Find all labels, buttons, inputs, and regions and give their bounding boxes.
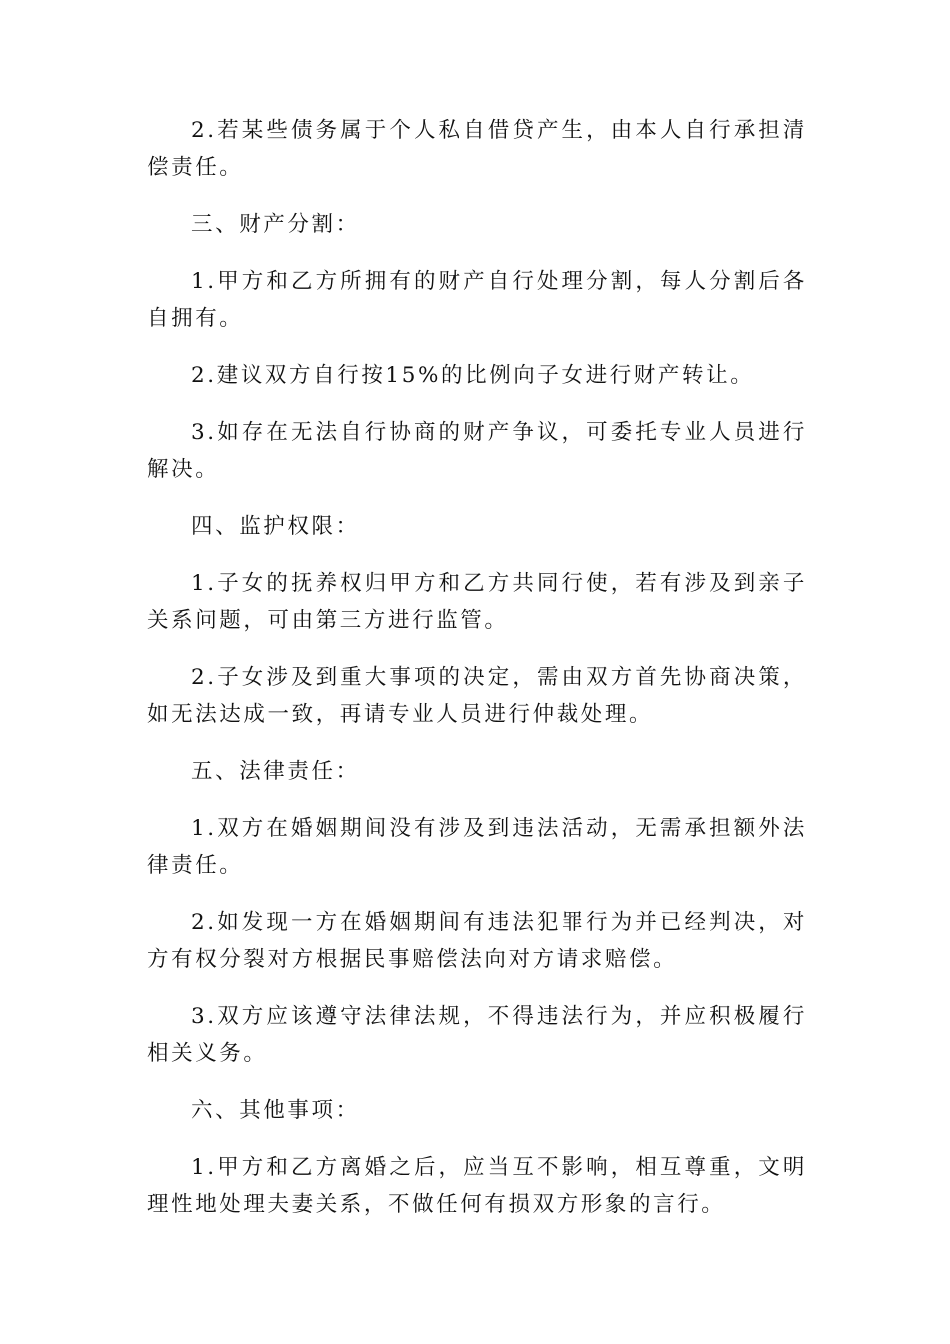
section-heading-legal-liability: 五、法律责任： — [191, 759, 360, 784]
paragraph-liability-item-2: 2.如发现一方在婚姻期间有违法犯罪行为并已经判决，对方有权分裂对方根据民事赔偿法向对方请求赔偿。 — [147, 910, 807, 972]
paragraph-property-item-1: 1.甲方和乙方所拥有的财产自行处理分割，每人分割后各自拥有。 — [147, 269, 807, 331]
paragraph-guardianship-item-2: 2.子女涉及到重大事项的决定，需由双方首先协商决策，如无法达成一致，再请专业人员进行仲裁处理。 — [147, 665, 807, 727]
paragraph-other-item-1: 1.甲方和乙方离婚之后，应当互不影响，相互尊重，文明理性地处理夫妻关系，不做任何有损双方形象的言行。 — [147, 1155, 807, 1217]
paragraph-property-item-3: 3.如存在无法自行协商的财产争议，可委托专业人员进行解决。 — [147, 420, 807, 482]
paragraph-debt-item-2: 2.若某些债务属于个人私自借贷产生，由本人自行承担清偿责任。 — [147, 118, 807, 180]
paragraph-property-item-2: 2.建议双方自行按15%的比例向子女进行财产转让。 — [191, 363, 755, 388]
paragraph-guardianship-item-1: 1.子女的抚养权归甲方和乙方共同行使，若有涉及到亲子关系问题，可由第三方进行监管。 — [147, 571, 807, 633]
paragraph-liability-item-1: 1.双方在婚姻期间没有涉及到违法活动，无需承担额外法律责任。 — [147, 816, 807, 878]
section-heading-other-matters: 六、其他事项： — [191, 1098, 360, 1123]
section-heading-property-division: 三、财产分割： — [191, 212, 360, 237]
document-body — [147, 112, 807, 1243]
paragraph-liability-item-3: 3.双方应该遵守法律法规，不得违法行为，并应积极履行相关义务。 — [147, 1004, 807, 1066]
section-heading-guardianship: 四、监护权限： — [191, 514, 360, 539]
